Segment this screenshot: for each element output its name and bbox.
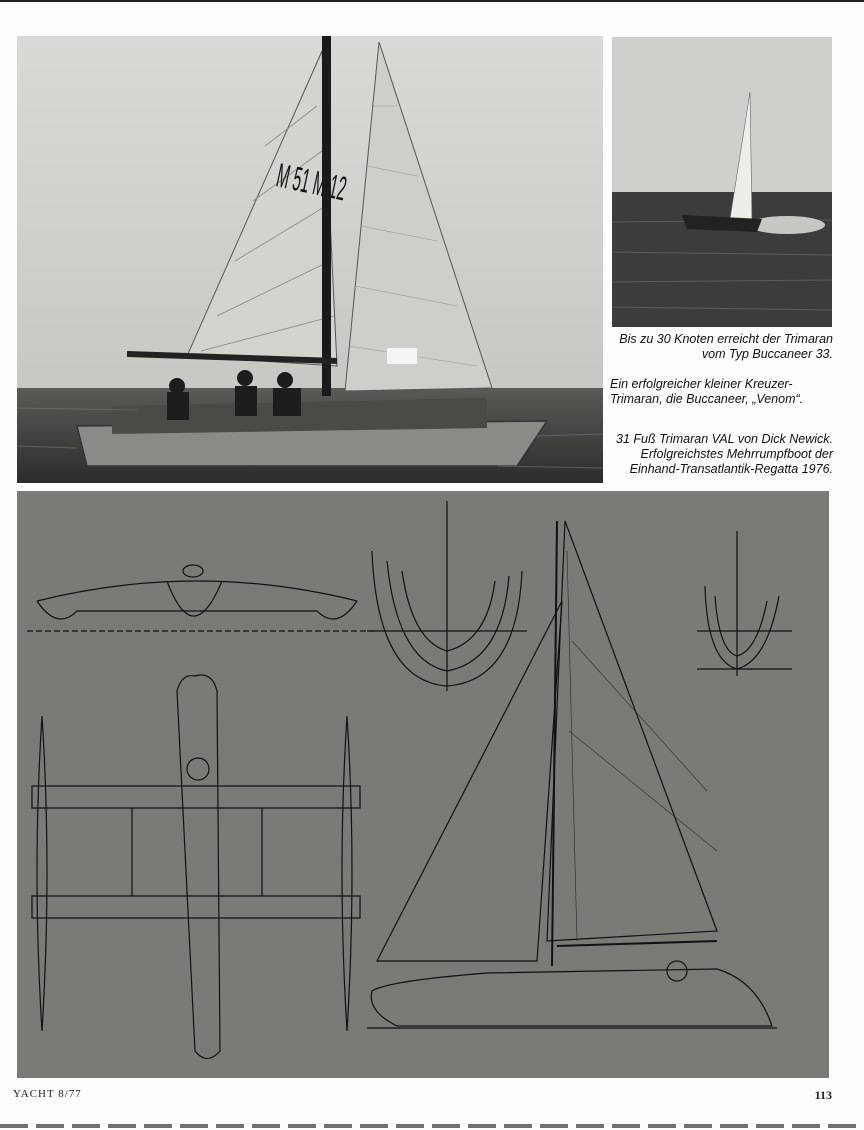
caption-buccaneer-33: Bis zu 30 Knoten erreicht der Trimaran vom Typ Buccaneer 33.	[619, 332, 833, 361]
caption-val: 31 Fuß Trimaran VAL von Dick Newick. Erfolgreichstes Mehrrumpfboot der Einhand-Transatlantik-Regatta 1976.	[616, 432, 833, 476]
trimaran-plan-image	[17, 491, 829, 1078]
magazine-issue: YACHT 8/77	[13, 1088, 82, 1100]
buccaneer-33-image	[612, 37, 832, 327]
trimaran-plan-drawing	[17, 491, 829, 1078]
top-rule	[0, 0, 864, 2]
trimaran-venom-image	[17, 36, 603, 483]
caption-venom: Ein erfolgreicher kleiner Kreuzer-Trimaran, die Buccaneer, „Venom“.	[610, 377, 804, 406]
bottom-rule	[0, 1124, 864, 1128]
page-number: 113	[814, 1088, 832, 1102]
trimaran-venom-photo	[17, 36, 603, 483]
buccaneer-33-photo	[612, 37, 832, 327]
